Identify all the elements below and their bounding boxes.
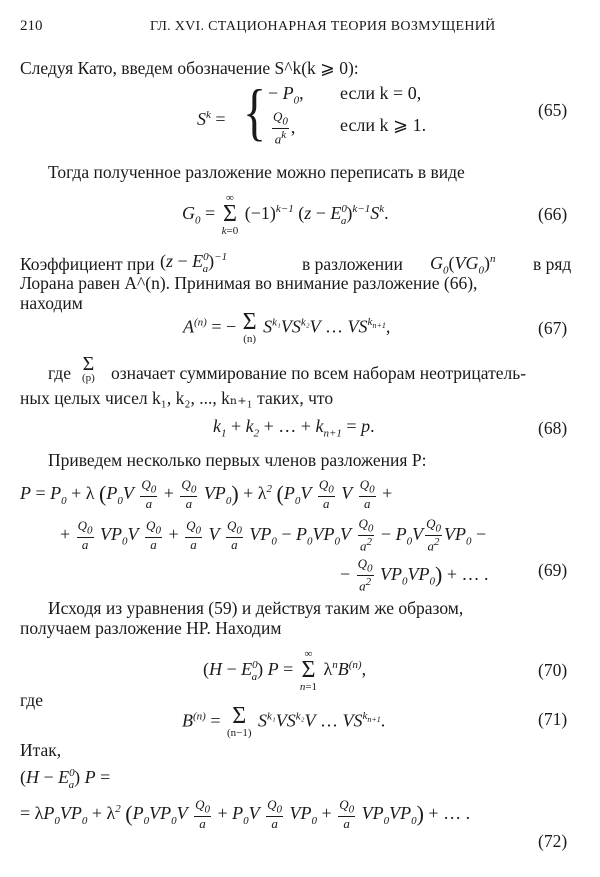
eq69-line-3: − $\frac{Q_0}{a^2}$ $VP_0VP_0$) + … . — [340, 556, 489, 594]
eq67-expression: $A^{(n)}$ = − Σ (n) $S^{k_1}VS^{k_2}V$ … $VS^{k_{n+1}}$, — [183, 309, 391, 345]
eq66-number: (66) — [538, 204, 568, 224]
paragraph-1: Следуя Като, введем обозначение S^k(k ⩾ 0): — [20, 58, 359, 78]
eq70-number: (70) — [538, 660, 568, 680]
eq71-number: (71) — [538, 709, 568, 729]
paragraph-4-b: означает суммирование по всем наборам неотрицатель- — [111, 363, 527, 383]
paragraph-4-c: ных целых чисел k₁, k₂, ..., kₙ₊₁ таких, что — [20, 388, 334, 408]
eq68-number: (68) — [538, 418, 568, 438]
paragraph-3-e: находим — [20, 293, 83, 313]
paragraph-7: где — [20, 690, 43, 710]
eq65-brace: { — [243, 76, 267, 147]
paragraph-4-sum: Σ (p) — [82, 353, 95, 384]
paragraph-4-a: где — [48, 363, 71, 383]
eq72-line-2: = $\lambda P_0VP_0 + \lambda^2$ ($P_0VP_0V$ $\frac{Q_0}{a}$ + $P_0V$ $\frac{Q_0}{a}$ $VP_0$ + $\frac{Q_0}{a}$ $VP_0VP_0$) + … . — [20, 797, 471, 832]
eq72-number: (72) — [538, 831, 568, 851]
eq69-number: (69) — [538, 560, 568, 580]
paragraph-3-math-2: $G_0(VG_0)^n$ — [430, 253, 496, 277]
page-number: 210 — [20, 18, 43, 34]
paragraph-2: Тогда полученное разложение можно переписать в виде — [48, 162, 465, 182]
eq68-expression: $k_1 + k_2$ + … + $k_{n+1} = p$. — [213, 416, 375, 440]
eq65-case1-expr: − $P_0$, — [268, 83, 304, 107]
paragraph-3-c: в ряд — [533, 254, 572, 274]
eq71-expression: $B^{(n)}$ = Σ (n−1) $S^{k_1}VS^{k_2}V$ … $VS^{k_{n+1}}$. — [182, 703, 386, 739]
paragraph-5: Приведем несколько первых членов разложения P: — [48, 450, 427, 470]
paragraph-3-b: в разложении — [302, 254, 403, 274]
eq65-case1-condition: если k = 0, — [340, 83, 422, 103]
eq66-expression: $G_0$ = ∞ Σ k=0 $(-1)^{k-1}$ $(z - E^0_a)^{k-1}S^k$. — [182, 192, 389, 237]
paragraph-3-a: Коэффициент при — [20, 254, 155, 274]
eq65-lhs: $S^k$ = — [197, 109, 226, 129]
eq69-line-1: $P = P_0 + \lambda$ ($P_0V$ $\frac{Q_0}{a}$ + $\frac{Q_0}{a}$ $VP_0) + \lambda^2$ ($P_0V$ $\frac{Q_0}{a}$ V $\frac{Q_0}{a}$ + — [20, 477, 393, 512]
paragraph-8: Итак, — [20, 740, 62, 760]
eq65-case2-condition: если k ⩾ 1. — [340, 115, 427, 135]
eq69-line-2: + $\frac{Q_0}{a}$ $VP_0V$ $\frac{Q_0}{a}$ + $\frac{Q_0}{a}$ V $\frac{Q_0}{a}$ $VP_0 - P_0VP_0V$ $\frac{Q_0}{a^2}$ − $P_0V$ $\frac{Q_0}{a^2}$ $VP_0$ − — [60, 516, 487, 554]
eq65-number: (65) — [538, 100, 568, 120]
eq70-expression: $(H - E^0_a)$ P = ∞ Σ n=1 $\lambda^nB^{(n)}$, — [203, 648, 367, 693]
eq65-case2-expr: $\frac{Q_0}{a^k}$ , — [273, 109, 296, 147]
eq67-number: (67) — [538, 318, 568, 338]
paragraph-3-d: Лорана равен A^(n). Принимая во внимание разложение (66), — [20, 273, 478, 293]
eq72-line-1: $(H - E^0_a)$ P = — [20, 767, 111, 791]
running-title: ГЛ. XVI. СТАЦИОНАРНАЯ ТЕОРИЯ ВОЗМУЩЕНИЙ — [150, 19, 496, 34]
paragraph-3-math-1: $(z - E^0_a)^{-1}$ — [160, 251, 228, 275]
paragraph-6-b: получаем разложение HP. Находим — [20, 618, 282, 638]
paragraph-6-a: Исходя из уравнения (59) и действуя таким же образом, — [48, 598, 464, 618]
